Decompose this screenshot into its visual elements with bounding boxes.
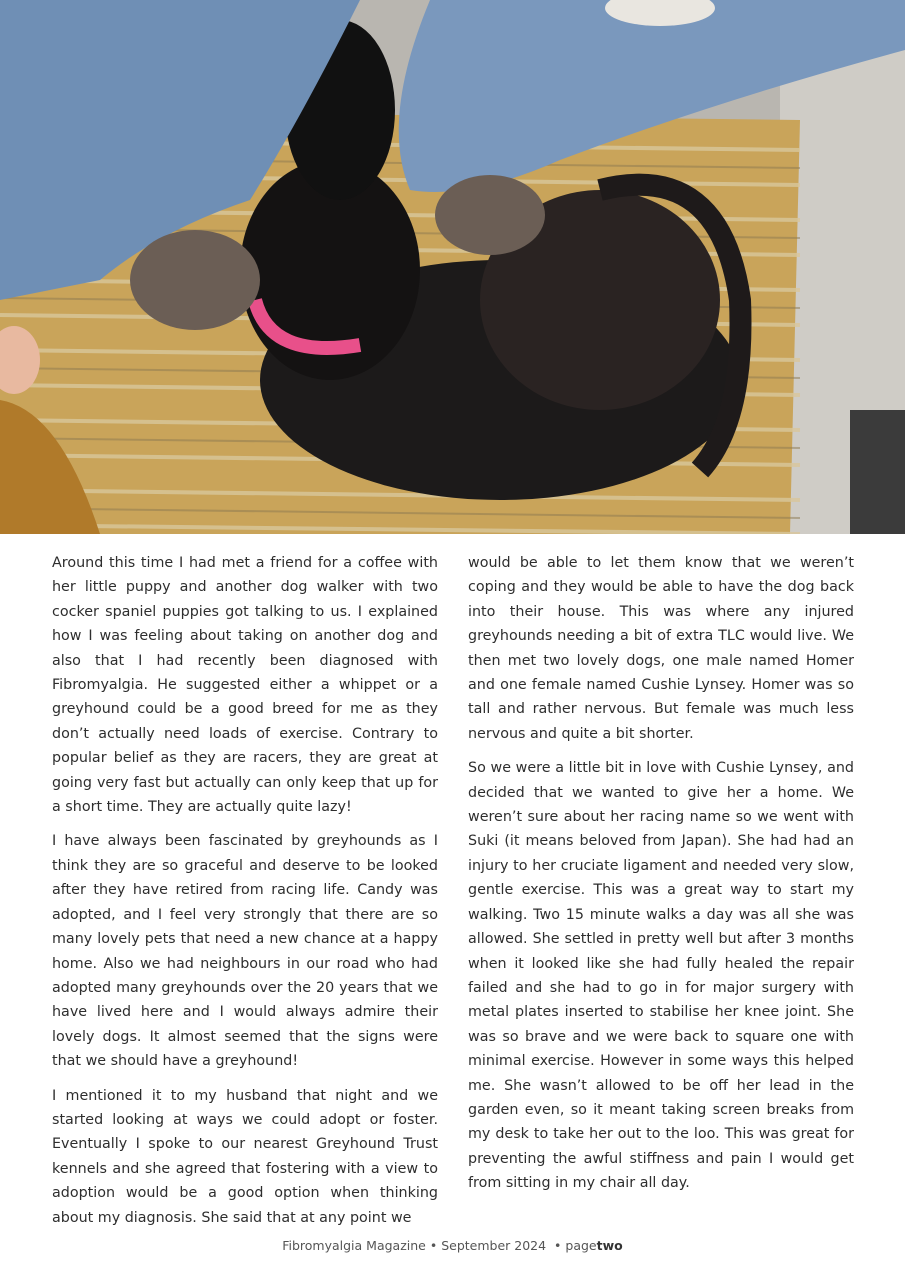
paragraph: would be able to let them know that we weren’t coping and they would be able to have the dog back into their house. This was where any injured greyhounds needing a bit of extra TLC would live. We then met two lovely dogs, one male named Homer and one female named Cushie Lynsey. Homer was so tall and rather nervous. But female was much less nervous and quite a bit shorter.	[468, 555, 854, 742]
page-footer	[0, 1238, 905, 1253]
magazine-name: Fibromyalgia Magazine	[282, 1238, 426, 1253]
greyhound-photo	[0, 0, 905, 534]
paragraph: I have always been fascinated by greyhounds as I think they are so graceful and deserve to be looked after they have retired from racing life. Candy was adopted, and I feel very strongly that there are so many lovely pets that need a new chance at a happy home. Also we had neighbours in our road who had adopted many greyhounds over the 20 years that we have lived here and I would always admire their lovely dogs. It almost seemed that the signs were that we should have a greyhound!	[52, 833, 438, 1070]
footer-separator: •	[429, 1238, 438, 1253]
paragraph: I mentioned it to my husband that night and we started looking at ways we could adopt or foster. Eventually I spoke to our nearest Greyhound Trust kennels and she agreed that fostering with a view to adoption would be a good option when thinking about my diagnosis. She said that at any point we	[52, 1087, 438, 1226]
page-prefix: page	[565, 1238, 597, 1253]
article-body	[52, 551, 854, 1240]
paragraph: Around this time I had met a friend for a coffee with her little puppy and another dog walker with two cocker spaniel puppies got talking to us. I explained how I was feeling about taking on another dog and also that I had recently been diagnosed with Fibromyalgia. He suggested either a whippet or a greyhound could be a good breed for me as they don’t actually need loads of exercise. Contrary to popular belief as they are racers, they are great at going very fast but actually can only keep that up for a short time. They are actually quite lazy!	[52, 555, 438, 816]
issue-date: September 2024	[441, 1238, 547, 1253]
page-number: two	[596, 1238, 623, 1253]
paragraph: So we were a little bit in love with Cushie Lynsey, and decided that we wanted to give her a home. We weren’t sure about her racing name so we went with Suki (it means beloved from Japan). She had had an injury to her cruciate ligament and needed very slow, gentle exercise. This was a great way to start my walking. Two 15 minute walks a day was all she was allowed. She settled in pretty well but after 3 months when it looked like she had fully healed the repair failed and she had to go in for major surgery with metal plates inserted to stabilise her knee joint. She was so brave and we were back to square one with minimal exercise. However in some ways this helped me. She wasn’t allowed to be off her lead in the garden even, so it meant taking screen breaks from my desk to take her out to the loo. This was great for preventing the awful stiffness and pain I would get from sitting in my chair all day.	[468, 760, 854, 1192]
footer-separator-2: •	[554, 1238, 562, 1253]
article-left-column	[52, 551, 438, 1240]
article-right-column	[468, 551, 854, 1240]
